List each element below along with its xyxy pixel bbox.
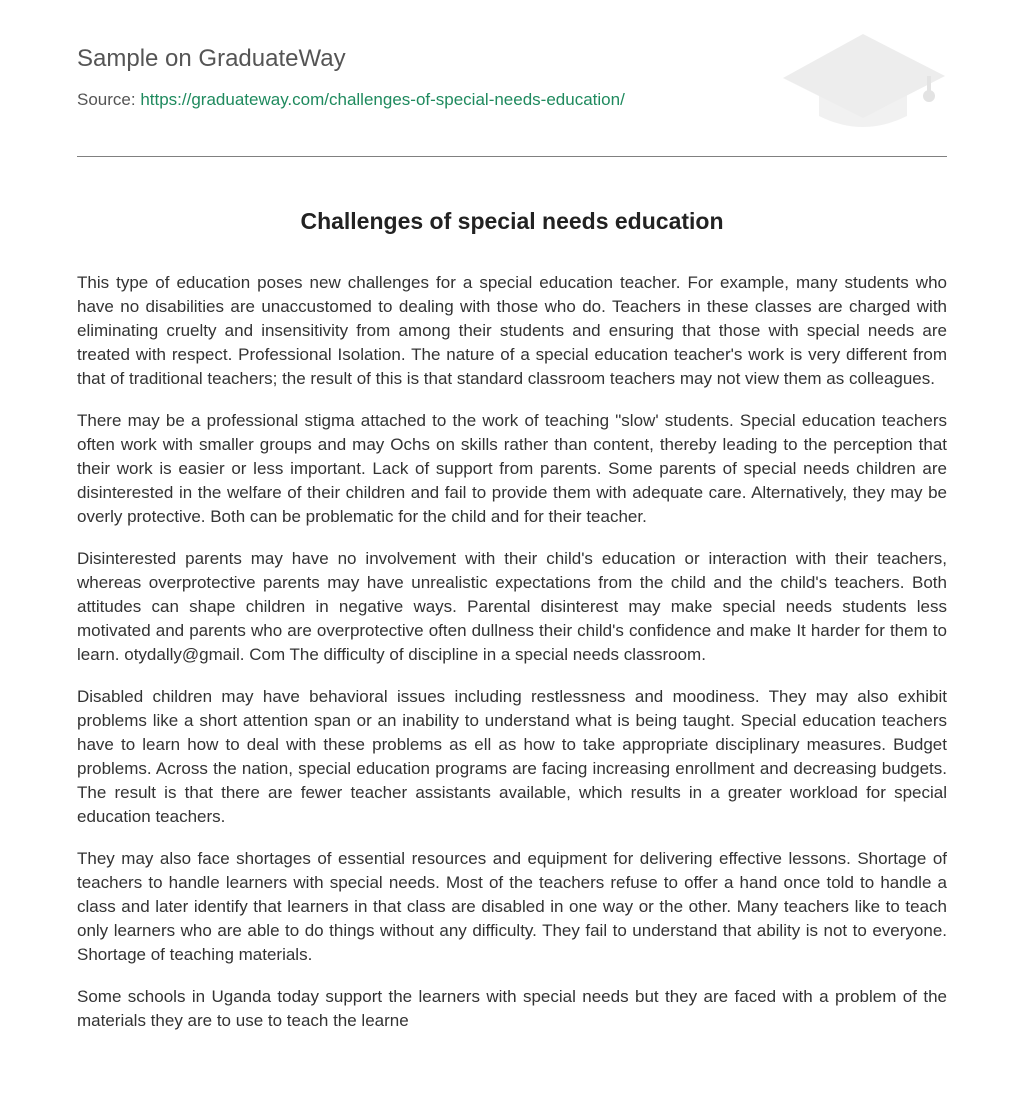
paragraph: Some schools in Uganda today support the learners with special needs but they are faced with a problem of the materials they are to use to teach the learne (77, 987, 947, 1030)
paragraph: There may be a professional stigma attached to the work of teaching "slow' students. Special education teachers often work with smaller groups and may Ochs on skills rather than content, thereby leading to the perception that their work is easier or less important. Lack of support from parents. Some parents of special needs children are disinterested in the welfare of their children and fail to provide them with adequate care. Alternatively, they may be overly protective. Both can be problematic for the child and for their teacher. (77, 411, 947, 526)
document-page (77, 0, 947, 1051)
graduation-cap-icon (779, 30, 947, 134)
source-link[interactable]: https://graduateway.com/challenges-of-special-needs-education/ (140, 90, 625, 109)
paragraph: Disinterested parents may have no involvement with their child's education or interaction with their teachers, whereas overprotective parents may have unrealistic expectations from the child and the child's teachers. Both attitudes can shape children in negative ways. Parental disinterest may make special needs students less motivated and parents who are overprotective often dullness their child's confidence and make It harder for them to learn. otydally@gmail. Com The difficulty of discipline in a special needs classroom. (77, 549, 947, 664)
paragraph: This type of education poses new challenges for a special education teacher. For example, many students who have no disabilities are unaccustomed to dealing with those who do. Teachers in these classes are charged with eliminating cruelty and insensitivity from among their students and ensuring that those with special needs are treated with respect. Professional Isolation. The nature of a special education teacher's work is very different from that of traditional teachers; the result of this is that standard classroom teachers may not view them as colleagues. (77, 273, 947, 388)
source-label: Source: (77, 90, 136, 109)
site-name: Sample on GraduateWay (77, 45, 346, 72)
page-header (77, 0, 947, 157)
article-body (77, 271, 947, 1033)
source-line (77, 90, 625, 110)
paragraph: They may also face shortages of essential resources and equipment for delivering effective lessons. Shortage of teachers to handle learners with special needs. Most of the teachers refuse to offer a hand once told to handle a class and later identify that learners in that class are disabled in one way or the other. Many teachers like to teach only learners who are able to do things without any difficulty. They fail to understand that ability is not to everyone. Shortage of teaching materials. (77, 849, 947, 964)
paragraph: Disabled children may have behavioral issues including restlessness and moodiness. They may also exhibit problems like a short attention span or an inability to understand what is being taught. Special education teachers have to learn how to deal with these problems as ell as how to take appropriate disciplinary measures. Budget problems. Across the nation, special education programs are facing increasing enrollment and decreasing budgets. The result is that there are fewer teacher assistants available, which results in a greater workload for special education teachers. (77, 687, 947, 826)
article-title: Challenges of special needs education (300, 208, 724, 234)
